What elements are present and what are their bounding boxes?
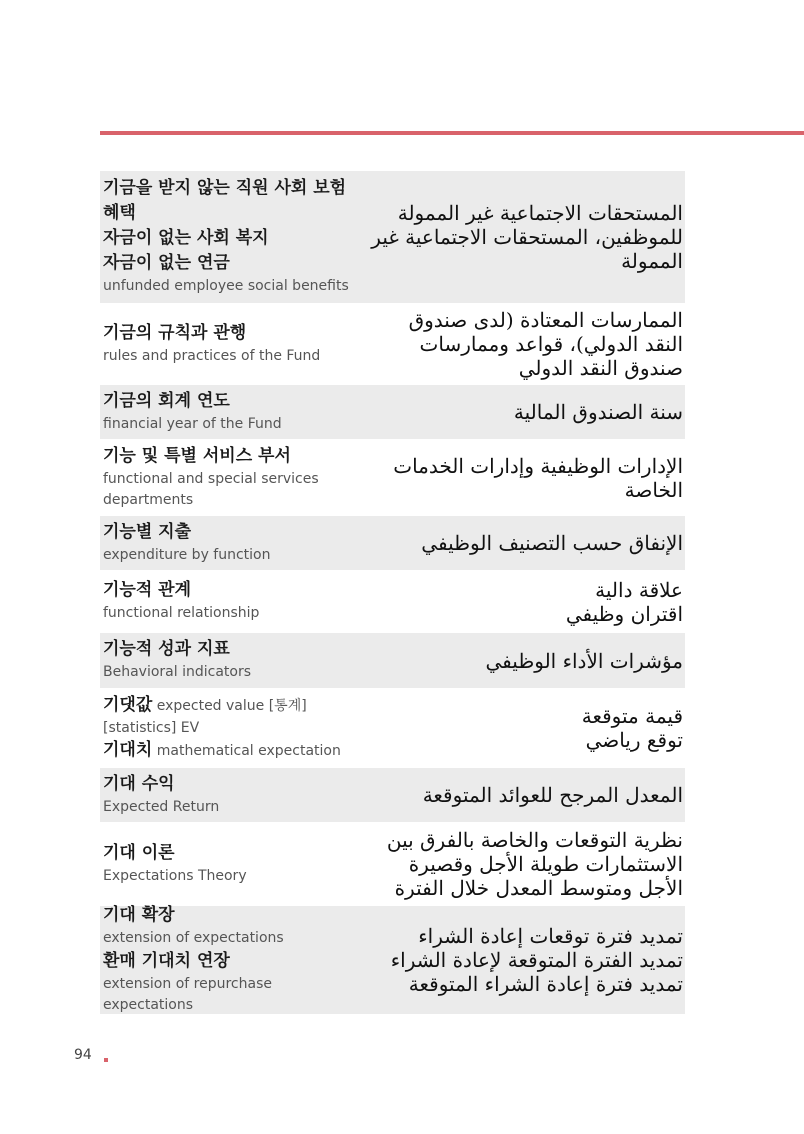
arabic-translation (355, 201, 685, 273)
english-term: mathematical expectation (156, 742, 341, 759)
arabic-line: تمديد فترة إعادة الشراء المتوقعة (408, 972, 683, 996)
arabic-line: المستحقات الاجتماعية غير الممولة (397, 201, 683, 225)
english-term: unfunded employee social benefits (103, 278, 349, 294)
term-line (103, 738, 355, 763)
term-cell (100, 519, 355, 568)
korean-term: 기능적 성과 지표 (103, 639, 230, 659)
arabic-line: قيمة متوقعة (581, 704, 683, 728)
arabic-translation (355, 704, 685, 752)
korean-term: 기댓값 (103, 694, 153, 715)
term-cell (100, 175, 355, 299)
arabic-translation (355, 578, 685, 626)
arabic-line: صندوق النقد الدولي (518, 356, 683, 380)
arabic-line: الإنفاق حسب التصنيف الوظيفي (421, 531, 683, 555)
arabic-line: الأجل ومتوسط المعدل خلال الفترة (394, 876, 683, 900)
top-accent-rule (100, 131, 804, 135)
glossary-row (100, 692, 685, 764)
english-term: functional relationship (103, 605, 260, 621)
glossary-row (100, 443, 685, 512)
glossary-row (100, 385, 685, 439)
arabic-translation (355, 454, 685, 502)
term-cell (100, 388, 355, 437)
glossary-row (100, 826, 685, 902)
glossary-row (100, 516, 685, 570)
arabic-line: الممولة (621, 249, 683, 273)
korean-term: 기금의 회계 연도 (103, 390, 230, 411)
glossary-row (100, 574, 685, 629)
glossary-row (100, 171, 685, 303)
arabic-line: الخاصة (624, 477, 683, 502)
term-cell (100, 577, 355, 626)
arabic-line: الممارسات المعتادة (لدى صندوق (408, 308, 683, 332)
korean-term: 기대 이론 (103, 842, 175, 863)
english-term: expenditure by function (103, 546, 271, 563)
arabic-translation (355, 531, 685, 555)
term-line (103, 693, 355, 738)
korean-term: 자금이 없는 사회 복지 (103, 228, 269, 248)
term-cell (100, 443, 355, 513)
arabic-translation (355, 400, 685, 424)
korean-term: 기대 수익 (103, 773, 175, 794)
arabic-translation (355, 783, 685, 807)
korean-term: 기금의 규칙과 관행 (103, 322, 247, 343)
english-term: Expected Return (103, 798, 220, 815)
arabic-line: الإدارات الوظيفية وإدارات الخدمات (393, 453, 683, 478)
korean-term: 기능 및 특별 서비스 부서 (103, 445, 291, 466)
arabic-line: علاقة دالية (595, 577, 683, 602)
arabic-line: توقع رياضي (585, 728, 683, 752)
glossary-row (100, 906, 685, 1014)
page-number: 94 (74, 1047, 92, 1063)
term-cell (100, 320, 355, 369)
english-term: extension of repurchase expectations (103, 976, 272, 1013)
arabic-translation (355, 924, 685, 996)
arabic-line: تمديد الفترة المتوقعة لإعادة الشراء (390, 948, 683, 972)
term-cell (100, 840, 355, 889)
arabic-line: النقد الدولي)، قواعد وممارسات (419, 332, 683, 356)
arabic-line: نظرية التوقعات والخاصة بالفرق بين (386, 828, 683, 852)
arabic-line: اقتران وظيفي (565, 601, 683, 626)
arabic-line: الاستثمارات طويلة الأجل وقصيرة (408, 852, 683, 876)
arabic-translation (355, 828, 685, 900)
english-term: expected value [통계] [statistics] EV (103, 697, 307, 736)
korean-term: 기능적 관계 (103, 580, 192, 600)
korean-term: 환매 기대치 연장 (103, 951, 230, 971)
english-term: financial year of the Fund (103, 415, 282, 432)
arabic-translation (355, 308, 685, 380)
glossary-row (100, 768, 685, 822)
glossary-row (100, 307, 685, 381)
term-cell (100, 771, 355, 820)
arabic-line: للموظفين، المستحقات الاجتماعية غير (371, 225, 683, 249)
arabic-line: تمديد فترة توقعات إعادة الشراء (418, 924, 683, 948)
english-term: functional and special services departments (103, 470, 319, 508)
term-cell (100, 902, 355, 1018)
page-marker-dot (104, 1058, 108, 1062)
glossary-table (100, 171, 685, 1018)
korean-term: 자금이 없는 연금 (103, 253, 230, 273)
korean-term: 기대 확장 (103, 905, 175, 925)
english-term: Behavioral indicators (103, 664, 252, 680)
arabic-line: سنة الصندوق المالية (513, 400, 683, 424)
korean-term: 기금을 받지 않는 직원 사회 보험 혜택 (103, 178, 347, 223)
korean-term: 기대치 (103, 739, 153, 760)
glossary-row (100, 633, 685, 688)
term-cell (100, 636, 355, 685)
english-term: rules and practices of the Fund (103, 347, 321, 364)
korean-term: 기능별 지출 (103, 521, 192, 542)
arabic-line: مؤشرات الأداء الوظيفي (485, 648, 683, 673)
term-cell (100, 692, 355, 765)
english-term: Expectations Theory (103, 867, 247, 884)
english-term: extension of expectations (103, 930, 284, 946)
arabic-translation (355, 649, 685, 673)
arabic-line: المعدل المرجح للعوائد المتوقعة (422, 783, 683, 807)
